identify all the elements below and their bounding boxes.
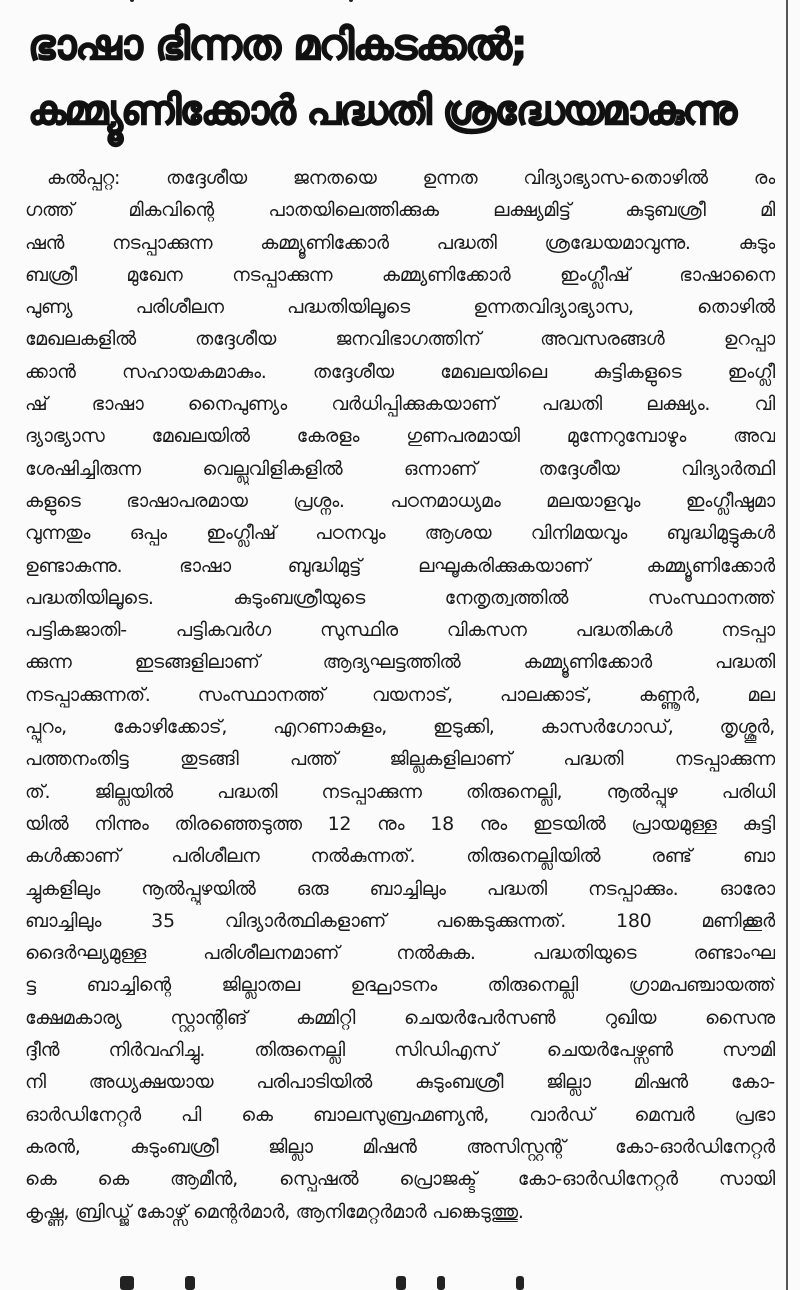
cut-glyph [516, 1276, 524, 1290]
cut-glyph [437, 1276, 445, 1290]
body-line: പട്ടികജാതി- പട്ടികവർഗ സുസ്ഥിര വികസന പദ്ധതികൾ നടപ്പാ [25, 619, 775, 642]
body-line: പദ്ധതിയിലൂടെ. കുടുംബശ്രീയുടെ നേതൃത്വത്തിൽ സംസ്ഥാനത്ത് [25, 586, 775, 609]
last-line-text: കൃഷ്ണ, ബ്രിഡ്ജ് കോഴ്സ് മെന്റർമാർ, ആനിമേറ്റർമാർ പങ്കെടു [25, 1200, 491, 1223]
body-line: ബാച്ചിലും 35 വിദ്യാർത്ഥികളാണ് പങ്കെടുക്കുന്നത്. 180 മണിക്കൂർ [25, 909, 775, 932]
body-line: വുന്നതും ഒപ്പം ഇംഗ്ലീഷ് പഠനവും ആശയ വിനിമയവും ബുദ്ധിമുട്ടുകൾ [25, 522, 775, 545]
body-line: കരൻ, കുടുംബശ്രീ ജില്ലാ മിഷൻ അസിസ്റ്റന്റ് കോ-ഓർഡിനേറ്റർ [25, 1135, 775, 1158]
body-line: കൽപ്പറ്റ: തദ്ദേശീയ ജനതയെ ഉന്നത വിദ്യാഭ്യാസ-തൊഴിൽ രം [47, 167, 775, 189]
body-line: യിൽ നിന്നും തിരഞ്ഞെടുത്ത 12 നും 18 നും ഇടയിൽ പ്രായമുള്ള കുട്ടി [25, 812, 775, 835]
body-line: പത്തനംതിട്ട തുടങ്ങി പത്ത് ജില്ലകളിലാണ് പദ്ധതി നടപ്പാക്കുന്ന [25, 748, 775, 771]
body-line: ബശ്രീ മുഖേന നടപ്പാക്കുന്ന കമ്മ്യണിക്കോർ ഇംഗ്ലീഷ് ഭാഷാനൈ [25, 263, 775, 286]
cut-glyph [396, 1276, 406, 1290]
cut-glyph [130, 0, 134, 2]
body-line: പ്പുറം, കോഴിക്കോട്, എറണാകുളം, ഇടുക്കി, കാസർഗോഡ്, തൃശ്ശൂർ, [25, 716, 775, 739]
cut-glyph [185, 1276, 195, 1290]
headline-line-2: കമ്മ്യൂണിക്കോർ പദ്ധതി ശ്രദ്ധേയമാകുന്നു [28, 88, 736, 134]
body-line: മേഖലകളിൽ തദ്ദേശീയ ജനവിഭാഗത്തിന് അവസരങ്ങൾ ഉറപ്പാ [25, 328, 775, 351]
body-line: ച്ചുകളിലും നൂൽപ്പുഴയിൽ ഒരു ബാച്ചിലും പദ്ധതി നടപ്പാക്കും. ഓരോ [25, 877, 775, 900]
article-body [25, 162, 775, 1228]
body-line: ക്കുന്ന ഇടങ്ങളിലാണ് ആദ്യഘട്ടത്തിൽ കമ്മ്യൂണിക്കോർ പദ്ധതി [25, 651, 775, 674]
cut-off-text-top [40, 0, 740, 4]
column-divider [786, 0, 788, 1290]
last-line-underlined: ത്തു [490, 1200, 518, 1223]
body-line: ഉണ്ടാകുന്നു. ഭാഷാ ബുദ്ധിമുട്ട് ലഘൂകരിക്കുകയാണ് കമ്മ്യൂണിക്കോർ [25, 554, 775, 577]
body-line: ട്ട ബാച്ചിന്റെ ജില്ലാതല ഉദ്ഘാടനം തിരുനെല്ലി ഗ്രാമപഞ്ചായത്ത് [25, 974, 775, 997]
body-line: ഗത്ത് മികവിന്റെ പാതയിലെത്തിക്കുക ലക്ഷ്യമിട്ട് കുടുബശ്രീ മി [25, 199, 775, 222]
body-line: നടപ്പാക്കുന്നത്. സംസ്ഥാനത്ത് വയനാട്, പാലക്കാട്, കണ്ണൂർ, മല [25, 683, 775, 706]
body-line: കളുടെ ഭാഷാപരമായ പ്രശ്നം. പഠനമാധ്യമം മലയാളവും ഇംഗ്ലീഷുമാ [25, 489, 775, 512]
body-line: ദ്യാഭ്യാസ മേഖലയിൽ കേരളം ഗുണപരമായി മുന്നേറുമ്പോഴും അവ [25, 425, 775, 448]
headline-line-1: ഭാഷാ ഭിന്നത മറികടക്കൽ; [28, 20, 527, 69]
cut-off-text-bottom [40, 1276, 780, 1290]
body-line: ക്കാൻ സഹായകമാകും. തദ്ദേശീയ മേഖലയിലെ കുട്ടികളുടെ ഇംഗ്ലീ [25, 360, 775, 383]
headline [28, 12, 778, 144]
body-line: കൾക്കാണ് പരിശീലന നൽകുന്നത്. തിരുനെല്ലിയിൽ രണ്ട് ബാ [25, 845, 775, 868]
body-line: ദ്ദീൻ നിർവഹിച്ചു. തിരുനെല്ലി സിഡിഎസ് ചെയർപേഴ്സൺ സൗമി [25, 1039, 775, 1062]
body-line: ക്ഷേമകാര്യ സ്റ്റാന്റിങ് കമ്മിറ്റി ചെയർപേർസൺ റുഖിയ സൈനു [25, 1006, 775, 1029]
body-line: ദൈർഘ്യമുള്ള പരിശീലനമാണ് നൽകുക. പദ്ധതിയുടെ രണ്ടാംഘ [25, 942, 775, 965]
last-line-period: . [517, 1200, 524, 1223]
cut-glyph [349, 0, 353, 2]
body-line: പുണ്യ പരിശീലന പദ്ധതിയിലൂടെ ഉന്നതവിദ്യാഭ്യാസ, തൊഴിൽ [25, 296, 775, 319]
body-line-last [25, 1196, 775, 1228]
body-line: കെ കെ ആമീൻ, സ്പെഷൽ പ്രൊജക്ട് കോ-ഓർഡിനേറ്റർ സായി [25, 1168, 775, 1191]
body-line: ഷൻ നടപ്പാക്കുന്ന കമ്മ്യൂണിക്കോർ പദ്ധതി ശ്രദ്ധേയമാവുന്നു. കുടും [25, 231, 775, 254]
cut-glyph [120, 1276, 134, 1290]
body-line: ഓർഡിനേറ്റർ പി കെ ബാലസുബ്രഹ്മണ്യൻ, വാർഡ് മെമ്പർ പ്രഭാ [25, 1103, 775, 1126]
body-line: ഷ് ഭാഷാ നൈപുണ്യം വർധിപ്പിക്കുകയാണ് പദ്ധതി ലക്ഷ്യം. വി [25, 393, 775, 416]
body-line: ത്. ജില്ലയിൽ പദ്ധതി നടപ്പാക്കുന്ന തിരുനെല്ലി, നൂൽപ്പുഴ പരിധി [25, 780, 775, 803]
body-line: ശേഷിച്ചിരുന്ന വെല്ലുവിളികളിൽ ഒന്നാണ് തദ്ദേശീയ വിദ്യാർത്ഥി [25, 457, 775, 480]
body-line: നി അധ്യക്ഷയായ പരിപാടിയിൽ കുടുംബശ്രീ ജില്ലാ മിഷൻ കോ- [25, 1071, 775, 1094]
